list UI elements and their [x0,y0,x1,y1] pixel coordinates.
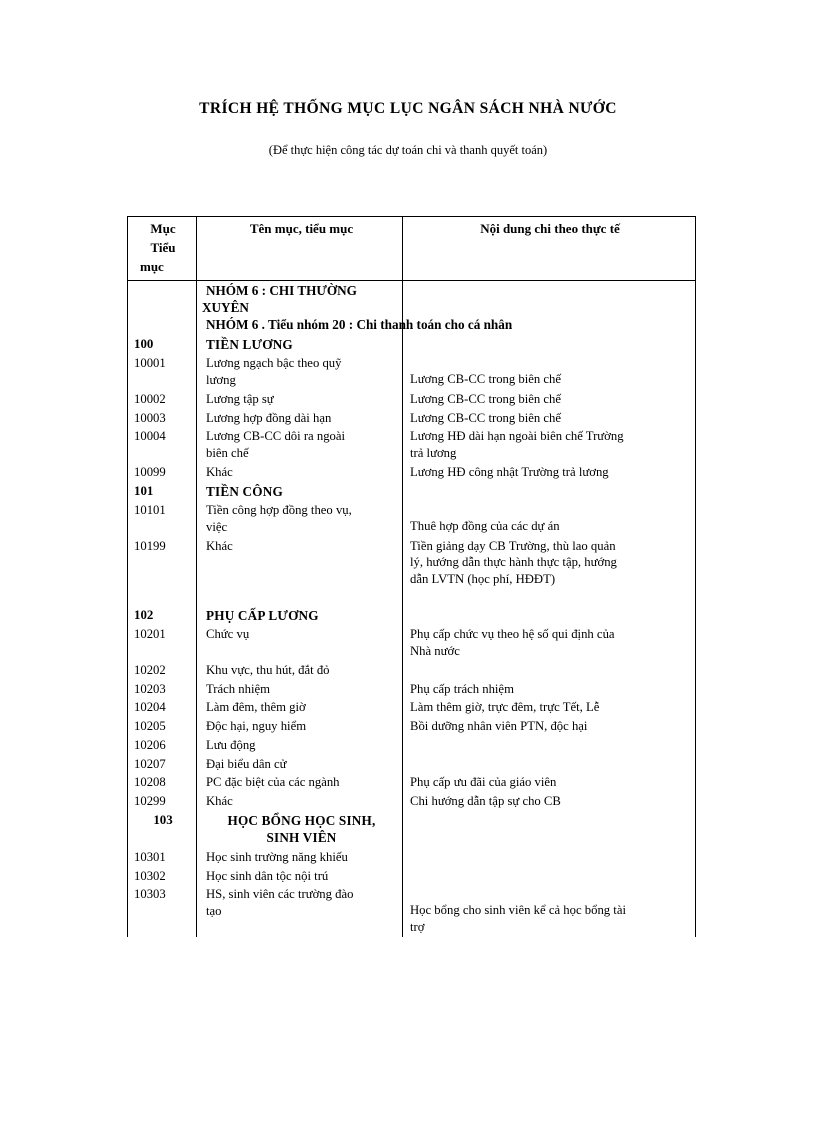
row-code: 10101 [134,503,166,517]
row-name: Chức vụ [206,627,250,642]
row-name-cell [197,625,403,661]
content-offset-blank [410,886,690,902]
header-code-line3: mục [140,258,164,274]
row-name: PC đặc biệt của các ngành [206,775,340,790]
header-cell-content [403,217,696,281]
section-content [403,482,695,501]
row-content [403,755,695,774]
row-code: 10299 [134,794,166,809]
section-content-cell [403,335,696,354]
section-code: 100 [134,336,154,351]
row-content [403,848,695,867]
row-name-cell [197,717,403,736]
row-name: Học sinh trường năng khiếu [206,849,348,864]
section-content-cell [403,482,696,501]
section-name: TIỀN CÔNG [206,483,283,499]
row-content: Bồi dưỡng nhân viên PTN, độc hại [410,719,588,734]
section-name-cell [197,811,403,848]
group-header-text [197,281,513,335]
row-name: Trách nhiệm [206,681,271,696]
row-code: 10205 [134,719,166,734]
table-row [128,698,696,717]
row-code-cell [128,755,197,774]
row-code: 10208 [134,775,166,790]
section-name-cell [197,335,403,354]
table-row [128,792,696,811]
row-content-cell [403,625,696,661]
table-row [128,736,696,755]
row-name-cell [197,409,403,428]
row-code-cell [128,680,197,699]
section-code-cell [128,811,197,848]
row-name: Lưu động [206,737,256,752]
row-name-cell [197,501,403,537]
row-content-cell [403,755,696,774]
row-name-cell [197,537,403,589]
row-code: 10301 [134,849,166,864]
row-code: 10202 [134,662,166,677]
section-name: TIỀN LƯƠNG [206,336,293,352]
row-name-cell [197,661,403,680]
row-code-cell [128,354,197,390]
row-code: 10206 [134,737,166,752]
table-row [128,867,696,886]
row-code-cell [128,848,197,867]
row-content-cell [403,698,696,717]
row-code: 10004 [134,429,166,444]
header-name-label: Tên mục, tiểu mục [249,221,354,236]
header-cell-name [197,217,403,281]
section-row [128,811,696,848]
header-code-line1: Mục [150,221,176,236]
row-content-cell [403,736,696,755]
row-code: 10002 [134,391,166,406]
row-code-cell [128,885,197,937]
row-code-cell [128,463,197,482]
row-code: 10204 [134,700,166,715]
row-name: Lương hợp đồng dài hạn [206,410,332,425]
row-code-cell [128,427,197,463]
row-name-cell [197,885,403,937]
row-name: Đại biểu dân cử [206,756,287,771]
section-content [403,606,695,625]
table-row [128,409,696,428]
header-cell-code [128,217,197,281]
row-name: Học sinh dân tộc nội trú [206,868,329,883]
table-row [128,625,696,661]
row-content [403,867,695,886]
row-content-cell [403,848,696,867]
row-name: Lương tập sự [206,391,274,406]
row-name-cell [197,390,403,409]
section-content-cell [403,811,696,848]
row-content-cell [403,717,696,736]
row-content-cell [403,792,696,811]
table-row [128,717,696,736]
table-row [128,390,696,409]
row-content [403,736,695,755]
row-content-cell [403,680,696,699]
row-content: Lương HĐ công nhật Trường trả lương [410,464,609,479]
section-name-cell [197,482,403,501]
group-header-content [403,281,695,300]
row-code-cell [128,537,197,589]
row-content-cell [403,427,696,463]
row-code-cell [128,409,197,428]
row-content: Chi hướng dẫn tập sự cho CB [410,794,561,809]
row-name-cell [197,463,403,482]
table-row [128,773,696,792]
row-code: 10003 [134,410,166,425]
row-code-cell [128,698,197,717]
row-content: Lương CB-CC trong biên chế [410,410,562,425]
row-code: 10303 [134,887,166,902]
row-name-cell [197,354,403,390]
section-content [403,811,695,830]
row-code-cell [128,717,197,736]
spacer-code-cell [128,589,197,606]
table-row [128,680,696,699]
row-content-cell [403,661,696,680]
content-offset-blank [410,502,690,518]
row-name: Độc hại, nguy hiểm [206,719,307,734]
group-header-line2: XUYÊN [202,299,249,315]
group-header-line1: NHÓM 6 : CHI THƯỜNG [206,282,357,298]
row-code: 10201 [134,627,166,642]
row-content-cell [403,354,696,390]
spacer-content-cell [403,589,696,606]
row-content: Học bổng cho sinh viên kể cả học bổng tài trợ [403,885,695,937]
row-code: 10099 [134,464,166,479]
row-name: Lương ngạch bậc theo quỹ lương [206,356,342,387]
table-row [128,848,696,867]
row-name: Khu vực, thu hút, đắt đỏ [206,662,330,677]
section-row [128,482,696,501]
row-content: Phụ cấp chức vụ theo hệ số qui định của Nhà nước [410,627,615,659]
table-row [128,501,696,537]
section-row [128,335,696,354]
section-code-cell [128,482,197,501]
section-code: 101 [134,483,154,498]
row-name-cell [197,773,403,792]
spacer-name-cell [197,589,403,606]
row-name: Khác [206,538,233,553]
row-code-cell [128,390,197,409]
row-code-cell [128,661,197,680]
row-content: Lương HĐ dài hạn ngoài biên chế Trường trả lương [410,429,624,461]
page-subtitle: (Để thực hiện công tác dự toán chi và thanh quyết toán) [268,143,548,157]
section-code: 103 [153,812,173,827]
row-name-cell [197,848,403,867]
table-header-row [128,217,696,281]
budget-code-table-wrapper [127,216,695,937]
row-content: Lương CB-CC trong biên chế [403,354,695,389]
section-code-cell [128,606,197,625]
row-code-cell [128,501,197,537]
page-title: TRÍCH HỆ THỐNG MỤC LỤC NGÂN SÁCH NHÀ NƯỚC [199,100,617,117]
row-content-cell [403,773,696,792]
row-content: Làm thêm giờ, trực đêm, trực Tết, Lễ [410,700,600,715]
row-content-cell [403,885,696,937]
table-row [128,755,696,774]
table-row [128,885,696,937]
spacer-name [197,589,402,606]
row-content-cell [403,537,696,589]
row-code: 10207 [134,756,166,771]
group-header-name-cell [197,280,513,335]
header-code-line2: Tiểu [150,239,176,255]
row-name: Lương CB-CC dôi ra ngoài biên chế [206,429,346,461]
row-name: Làm đêm, thêm giờ [206,700,306,715]
row-name-cell [197,736,403,755]
row-content-cell [403,501,696,537]
content-offset-blank [410,355,690,371]
row-content-cell [403,867,696,886]
row-content: Phụ cấp ưu đãi của giáo viên [410,775,557,790]
section-row [128,606,696,625]
row-code-cell [128,867,197,886]
section-name: HỌC BỔNG HỌC SINH, SINH VIÊN [227,812,376,846]
row-name: Tiền công hợp đồng theo vụ, việc [206,503,352,534]
row-name: HS, sinh viên các trường đào tạo [206,887,354,919]
group-header-code [128,281,196,300]
table-row [128,463,696,482]
row-code-cell [128,773,197,792]
section-spacer-row [128,589,696,606]
row-content [403,661,695,680]
row-code: 10001 [134,356,166,371]
row-code-cell [128,625,197,661]
table-row [128,427,696,463]
row-name-cell [197,867,403,886]
section-name-cell [197,606,403,625]
row-code-cell [128,736,197,755]
row-code: 10302 [134,868,166,883]
section-code-cell [128,335,197,354]
table-row [128,354,696,390]
header-content-label: Nội dung chi theo thực tế [480,221,620,236]
row-content: Tiền giảng dạy CB Trường, thù lao quản lý, hướng dẫn thực hành thực tập, hướng dẫn LVTN (học phí, HĐĐT) [410,538,617,587]
row-content: Phụ cấp trách nhiệm [410,681,514,696]
table-row [128,537,696,589]
budget-code-table [127,216,696,937]
section-name: PHỤ CẤP LƯƠNG [206,607,319,623]
table-row [128,661,696,680]
spacer-code [128,589,196,606]
row-name: Khác [206,794,233,809]
row-code: 10199 [134,538,166,553]
row-code: 10203 [134,681,166,696]
group-header-partial-divider [402,281,403,317]
row-name-cell [197,680,403,699]
row-name-cell [197,792,403,811]
row-content-cell [403,390,696,409]
group-header-line3: NHÓM 6 . Tiểu nhóm 20 : Chi thanh toán cho cá nhân [206,317,513,333]
row-content: Thuê hợp đồng của các dự án [403,501,695,536]
row-content-cell [403,463,696,482]
row-name: Khác [206,464,233,479]
row-name-cell [197,427,403,463]
row-content: Lương CB-CC trong biên chế [410,391,562,406]
row-name-cell [197,698,403,717]
table-body [128,217,696,937]
section-content [403,335,695,354]
row-code-cell [128,792,197,811]
section-content-cell [403,606,696,625]
row-name-cell [197,755,403,774]
group-header-code-cell [128,280,197,335]
section-code: 102 [134,607,154,622]
row-content-cell [403,409,696,428]
group-header-row [128,280,696,335]
spacer-content [403,589,695,606]
